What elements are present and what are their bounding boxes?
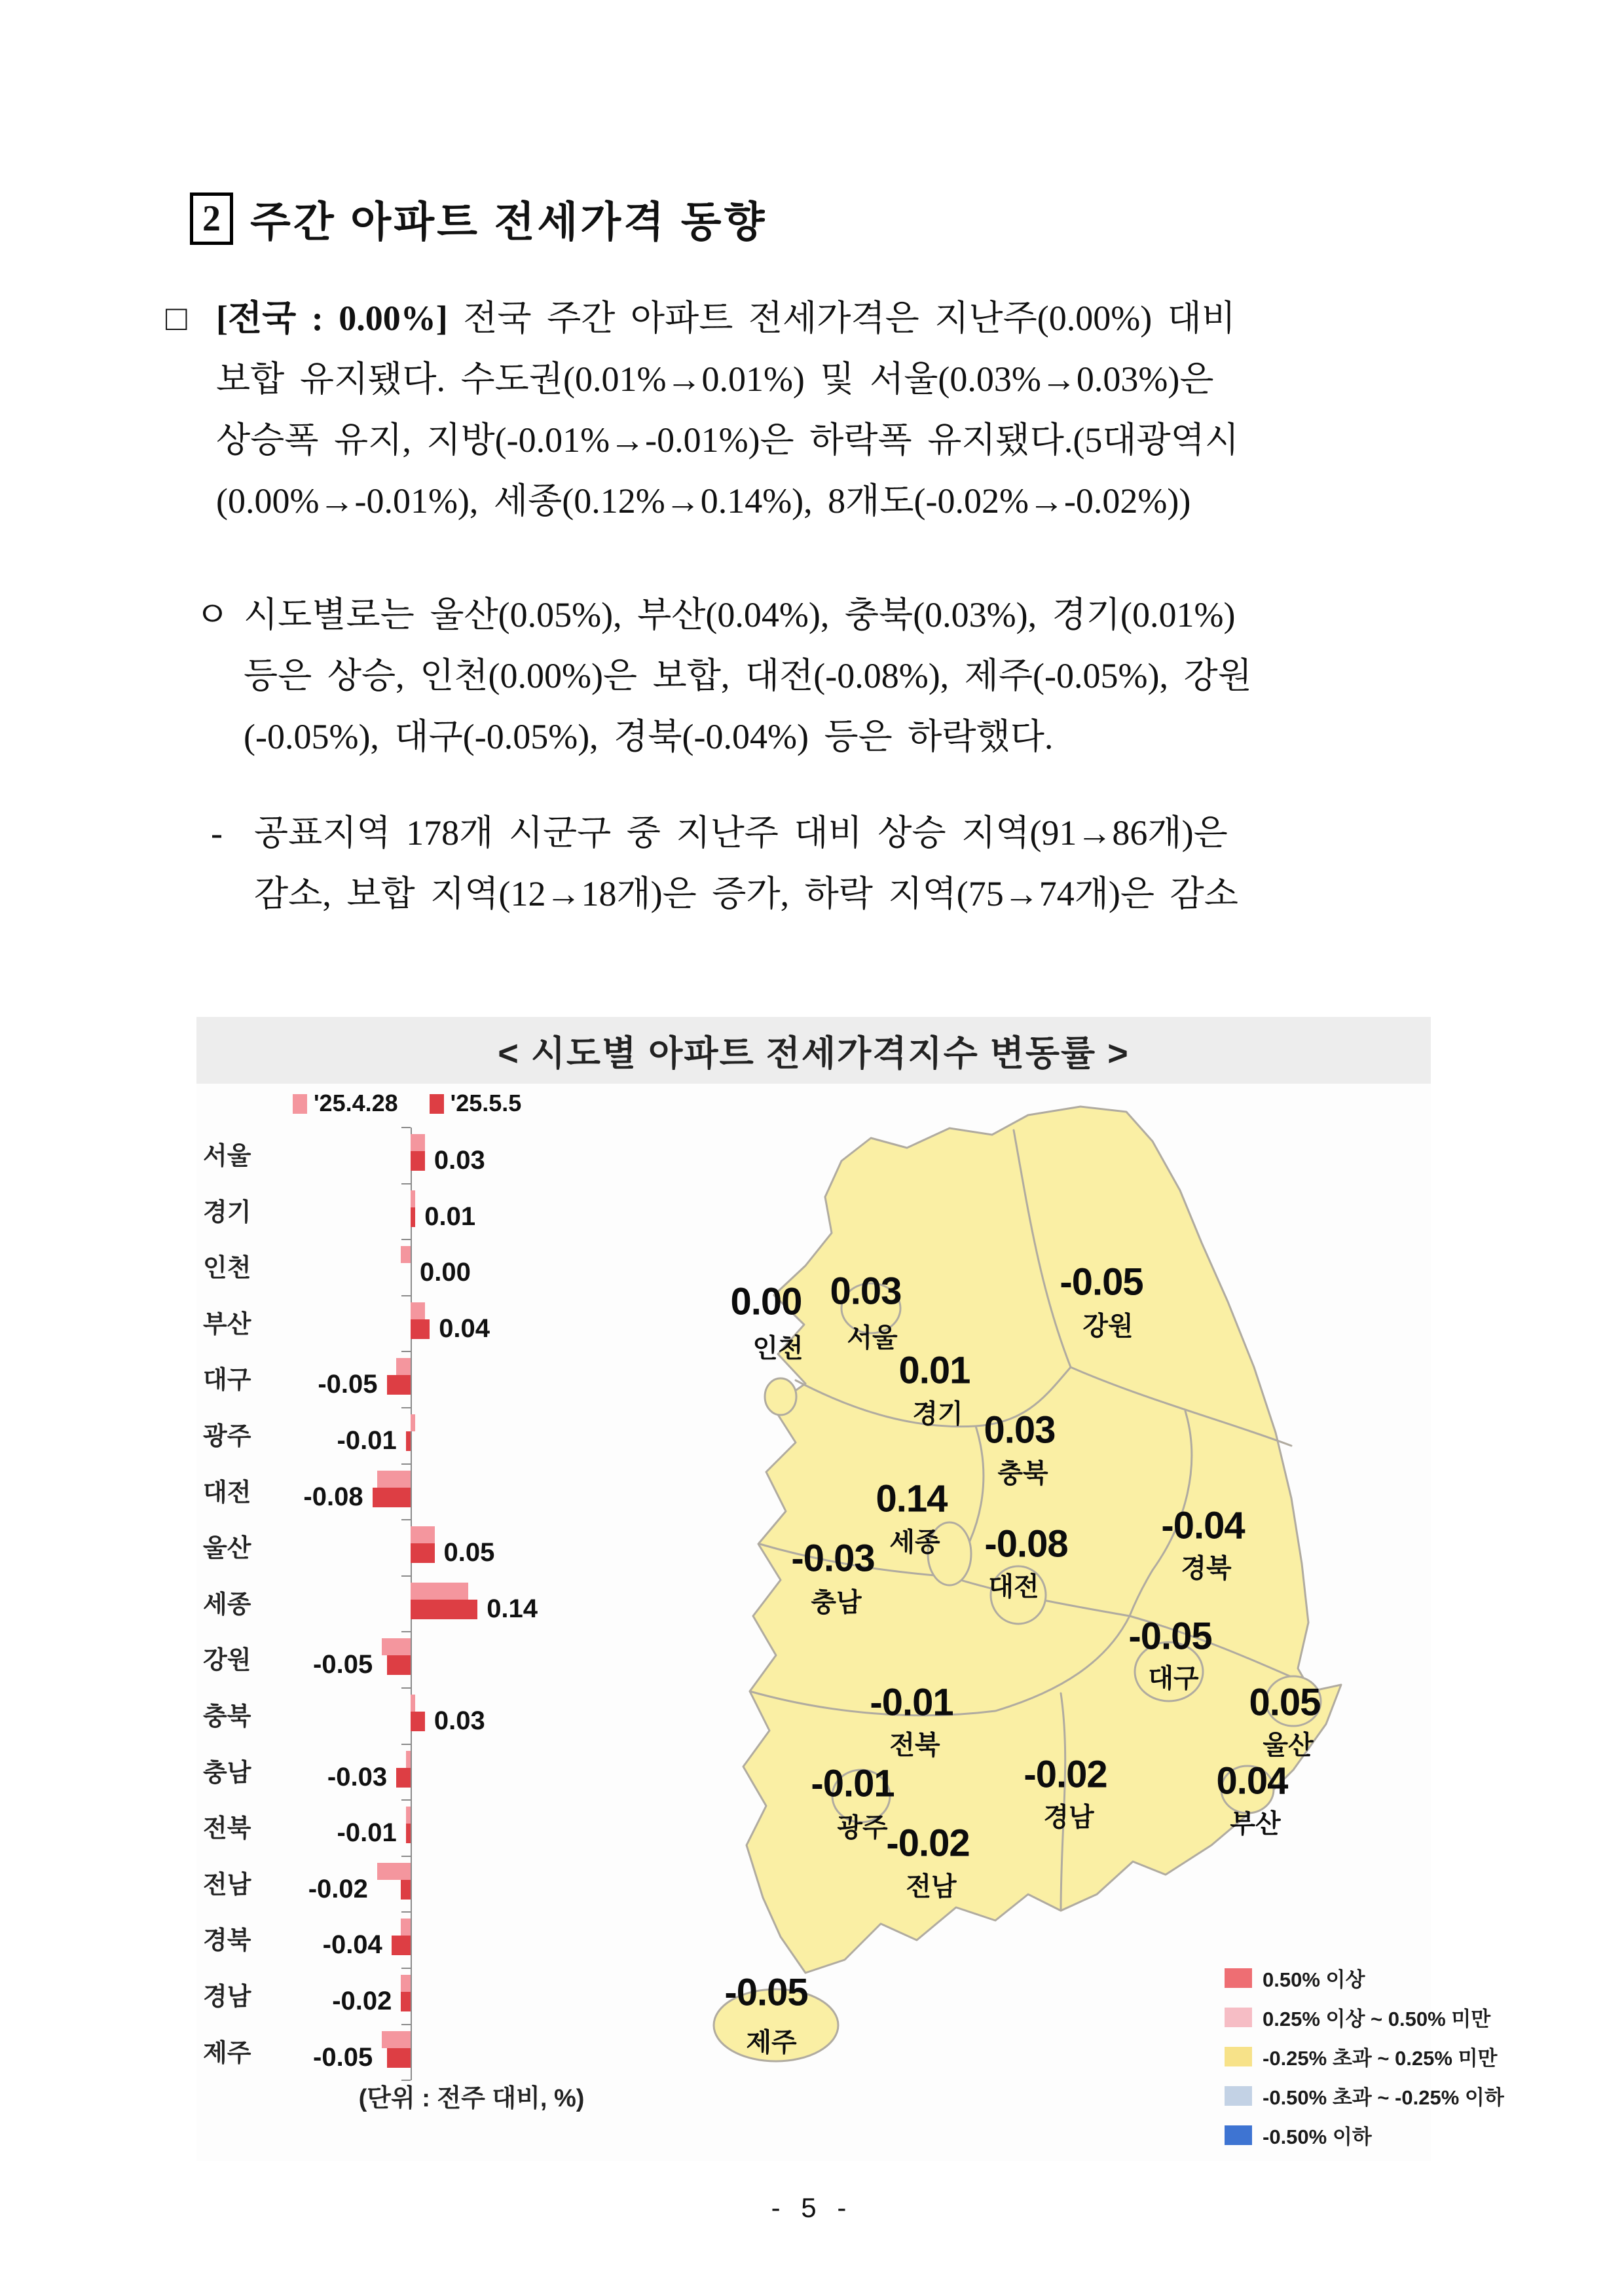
bar-category-label: 서울: [203, 1143, 251, 1170]
bar-category-label: 제주: [203, 2039, 251, 2067]
map-region-value-busan: 0.04: [1216, 1759, 1288, 1803]
bar-value-label: 0.03: [434, 1146, 485, 1175]
bar-prev: [401, 1975, 411, 1992]
bar-category-label: 광주: [203, 1423, 251, 1450]
bar-value-label: -0.08: [303, 1482, 363, 1511]
bar-curr: [396, 1768, 411, 1788]
bar-curr: [411, 1600, 477, 1619]
map-region-name-daegu: 대구: [1148, 1664, 1199, 1693]
bar-value-label: -0.03: [327, 1762, 388, 1791]
bar-row: [196, 1632, 616, 1688]
map-region-name-busan: 부산: [1230, 1809, 1281, 1839]
map-region-value-sejong: 0.14: [876, 1477, 948, 1520]
page-number: - 5 -: [771, 2192, 853, 2223]
legend-swatch: [430, 1094, 444, 1114]
map-legend-label: -0.25% 초과 ~ 0.25% 미만: [1263, 2047, 1498, 2070]
map-region-value-jeonbuk: -0.01: [870, 1681, 953, 1724]
map-legend-swatch: [1225, 2008, 1252, 2027]
map-region-name-chungnam: 충남: [811, 1588, 862, 1617]
map-region-name-gyeongbuk: 경북: [1181, 1554, 1232, 1583]
bar-prev: [411, 1302, 425, 1319]
paragraph-3: [211, 803, 1238, 925]
bar-legend-item: [430, 1090, 522, 1117]
map-legend-item: [1225, 2120, 1504, 2150]
bar-prev: [382, 2031, 411, 2048]
paragraph-line: [전국 : 0.00%] 전국 주간 아파트 전세가격은 지난주(0.00%) 대비: [216, 299, 1236, 338]
korea-map: [609, 1092, 1504, 2153]
bar-category-label: 세종: [203, 1590, 251, 1619]
map-region-name-jeju: 제주: [746, 2028, 797, 2057]
map-legend-item: [1225, 2042, 1504, 2071]
section-title: 주간 아파트 전세가격 동향: [250, 198, 767, 246]
bar-prev: [377, 1471, 411, 1488]
bar-row: [196, 1576, 616, 1632]
bar-row: [196, 1856, 616, 1913]
map-legend-swatch: [1225, 1968, 1252, 1988]
bar-category-label: 대구: [203, 1367, 251, 1395]
bar-value-label: 0.03: [434, 1706, 485, 1735]
bar-value-label: 0.14: [487, 1594, 538, 1623]
map-region-value-incheon: 0.00: [730, 1280, 802, 1323]
bar-value-label: -0.05: [318, 1370, 378, 1399]
bar-category-label: 경기: [203, 1198, 251, 1226]
bar-prev: [411, 1134, 425, 1151]
bar-category-label: 전북: [203, 1815, 251, 1843]
map-region-value-gyeonggi: 0.01: [898, 1349, 970, 1392]
bar-row: [196, 2025, 616, 2081]
bar-value-label: -0.04: [322, 1930, 382, 1960]
paragraph-line: 등은 상승, 인천(0.00%)은 보합, 대전(-0.08%), 제주(-0.05%), 강원: [244, 656, 1252, 695]
bar-category-label: 경북: [203, 1927, 251, 1955]
bar-value-label: -0.02: [308, 1874, 368, 1903]
bar-prev: [401, 1246, 411, 1263]
map-legend-label: 0.25% 이상 ~ 0.50% 미만: [1263, 2008, 1491, 2030]
bar-prev: [411, 1190, 415, 1207]
bar-prev: [396, 1358, 411, 1375]
map-region-name-daejeon: 대전: [988, 1572, 1039, 1602]
paragraph-line: 보합 유지됐다. 수도권(0.01%→0.01%) 및 서울(0.03%→0.03%)은: [216, 359, 1214, 399]
bar-curr: [401, 1880, 411, 1900]
map-region-value-daejeon: -0.08: [984, 1522, 1068, 1566]
bar-prev: [411, 1526, 435, 1543]
map-region-value-gwangju: -0.01: [811, 1762, 895, 1805]
map-region-value-jeonnam: -0.02: [886, 1822, 970, 1865]
map-region-name-chungbuk: 충북: [997, 1459, 1048, 1488]
bar-curr: [387, 1655, 411, 1675]
map-region-name-jeonnam: 전남: [906, 1872, 957, 1901]
paragraph-bullet: □: [166, 299, 187, 338]
paragraph-2: [195, 585, 1252, 767]
map-region-name-ulsan: 울산: [1263, 1731, 1314, 1760]
paragraph-1: [166, 288, 1239, 532]
map-region-value-chungnam: -0.03: [791, 1537, 875, 1580]
bar-row: [196, 1239, 616, 1296]
bar-row: [196, 1128, 616, 1184]
bar-curr: [406, 1824, 411, 1843]
map-legend: [1225, 1963, 1504, 2150]
bar-value-label: -0.01: [337, 1818, 397, 1848]
bar-curr: [411, 1207, 415, 1227]
map-region-name-sejong: 세종: [889, 1528, 940, 1557]
paragraph-line: (0.00%→-0.01%), 세종(0.12%→0.14%), 8개도(-0.02%→-0.02%)): [216, 481, 1191, 521]
bar-row: [196, 1184, 616, 1240]
map-legend-swatch: [1225, 2047, 1252, 2066]
bar-curr: [387, 1375, 411, 1395]
map-legend-label: -0.50% 초과 ~ -0.25% 이하: [1263, 2086, 1504, 2109]
bar-row: [196, 1800, 616, 1856]
bar-prev: [382, 1638, 411, 1655]
bar-curr: [373, 1488, 411, 1507]
bar-row: [196, 1351, 616, 1408]
bar-row: [196, 1744, 616, 1801]
paragraph-lead-bold: [전국 : 0.00%]: [216, 299, 448, 338]
bar-value-label: -0.05: [313, 1650, 373, 1680]
legend-label: '25.5.5: [450, 1090, 522, 1116]
bar-curr: [411, 1712, 425, 1731]
map-legend-item: [1225, 2081, 1504, 2110]
bar-prev: [377, 1863, 411, 1880]
bar-curr: [411, 1319, 430, 1339]
bar-category-label: 충남: [203, 1759, 251, 1787]
map-legend-swatch: [1225, 2086, 1252, 2106]
section-heading: [190, 189, 767, 249]
bar-value-label: -0.01: [337, 1426, 397, 1455]
bar-prev: [411, 1583, 468, 1600]
paragraph-line: (-0.05%), 대구(-0.05%), 경북(-0.04%) 등은 하락했다.: [244, 717, 1054, 756]
map-region-name-incheon: 인천: [752, 1334, 803, 1363]
map-region-value-gyeongnam: -0.02: [1024, 1753, 1107, 1796]
bar-legend-item: [293, 1090, 398, 1117]
legend-label: '25.4.28: [314, 1090, 398, 1116]
bar-category-label: 부산: [203, 1310, 251, 1338]
bar-row: [196, 1464, 616, 1520]
map-region-value-jeju: -0.05: [724, 1971, 808, 2014]
bar-prev: [411, 1695, 415, 1712]
map-legend-label: 0.50% 이상: [1263, 1968, 1365, 1991]
map-region-name-jeonbuk: 전북: [889, 1731, 940, 1760]
paragraph-bullet: ㅇ: [195, 595, 230, 634]
bar-category-label: 경남: [203, 1983, 251, 2011]
bar-row: [196, 1968, 616, 2025]
map-region-name-gangwon: 강원: [1082, 1312, 1134, 1341]
map-legend-item: [1225, 2002, 1504, 2032]
bar-row: [196, 1688, 616, 1744]
unit-note: (단위 : 전주 대비, %): [358, 2085, 585, 2112]
paragraph-line: 감소, 보합 지역(12→18개)은 증가, 하락 지역(75→74개)은 감소: [254, 874, 1238, 913]
paragraph-line: 공표지역 178개 시군구 중 지난주 대비 상승 지역(91→86개)은: [254, 813, 1228, 853]
bar-curr: [406, 1431, 411, 1451]
map-region-name-gwangju: 광주: [837, 1813, 888, 1843]
map-region-name-gyeonggi: 경기: [912, 1399, 963, 1429]
map-legend-label: -0.50% 이하: [1263, 2125, 1372, 2148]
map-region-value-gangwon: -0.05: [1060, 1260, 1143, 1304]
section-number-box: 2: [190, 193, 233, 245]
paragraph-line: 시도별로는 울산(0.05%), 부산(0.04%), 충북(0.03%), 경기(0.01%): [244, 595, 1236, 634]
bar-value-label: -0.05: [313, 2042, 373, 2072]
bar-value-label: 0.00: [420, 1258, 471, 1287]
bar-row: [196, 1912, 616, 1968]
paragraph-line: 상승폭 유지, 지방(-0.01%→-0.01%)은 하락폭 유지됐다.(5대광역시: [216, 420, 1239, 460]
bar-prev: [406, 1751, 411, 1768]
figure-title-banner: [196, 1017, 1431, 1084]
incheon-area: [765, 1378, 796, 1415]
map-region-name-gyeongnam: 경남: [1043, 1803, 1094, 1832]
bar-category-label: 대전: [203, 1478, 251, 1507]
bar-value-label: 0.05: [443, 1538, 495, 1568]
bar-curr: [401, 1992, 411, 2011]
bar-category-label: 강원: [203, 1647, 251, 1675]
bar-category-label: 울산: [203, 1535, 251, 1563]
bar-chart-legend: [293, 1090, 521, 1117]
bar-category-label: 충북: [203, 1703, 251, 1731]
map-region-value-ulsan: 0.05: [1249, 1681, 1321, 1724]
figure-title: < 시도별 아파트 전세가격지수 변동률 >: [498, 1033, 1130, 1073]
map-legend-swatch: [1225, 2125, 1252, 2145]
bar-row: [196, 1520, 616, 1576]
map-region-value-chungbuk: 0.03: [984, 1408, 1056, 1452]
bar-prev: [411, 1414, 415, 1431]
bar-curr: [411, 1151, 425, 1171]
bar-curr: [392, 1936, 411, 1955]
bar-value-label: 0.01: [424, 1202, 476, 1231]
bar-category-label: 전남: [203, 1871, 251, 1899]
map-region-value-seoul: 0.03: [830, 1270, 902, 1313]
paragraph-bullet: -: [211, 813, 223, 853]
bar-prev: [401, 1919, 411, 1936]
bar-row: [196, 1296, 616, 1352]
bar-curr: [387, 2048, 411, 2068]
map-region-name-seoul: 서울: [847, 1323, 898, 1353]
bar-prev: [406, 1807, 411, 1824]
figure-block: [196, 1017, 1504, 2161]
map-region-value-gyeongbuk: -0.04: [1161, 1504, 1245, 1547]
bar-value-label: 0.04: [439, 1313, 490, 1343]
map-region-value-daegu: -0.05: [1128, 1615, 1212, 1658]
legend-swatch: [293, 1094, 307, 1114]
map-legend-item: [1225, 1963, 1504, 1992]
bar-chart: [196, 1128, 616, 2090]
bar-curr: [411, 1543, 435, 1563]
bar-row: [196, 1408, 616, 1464]
bar-value-label: -0.02: [332, 1987, 392, 2015]
bar-category-label: 인천: [203, 1255, 251, 1283]
